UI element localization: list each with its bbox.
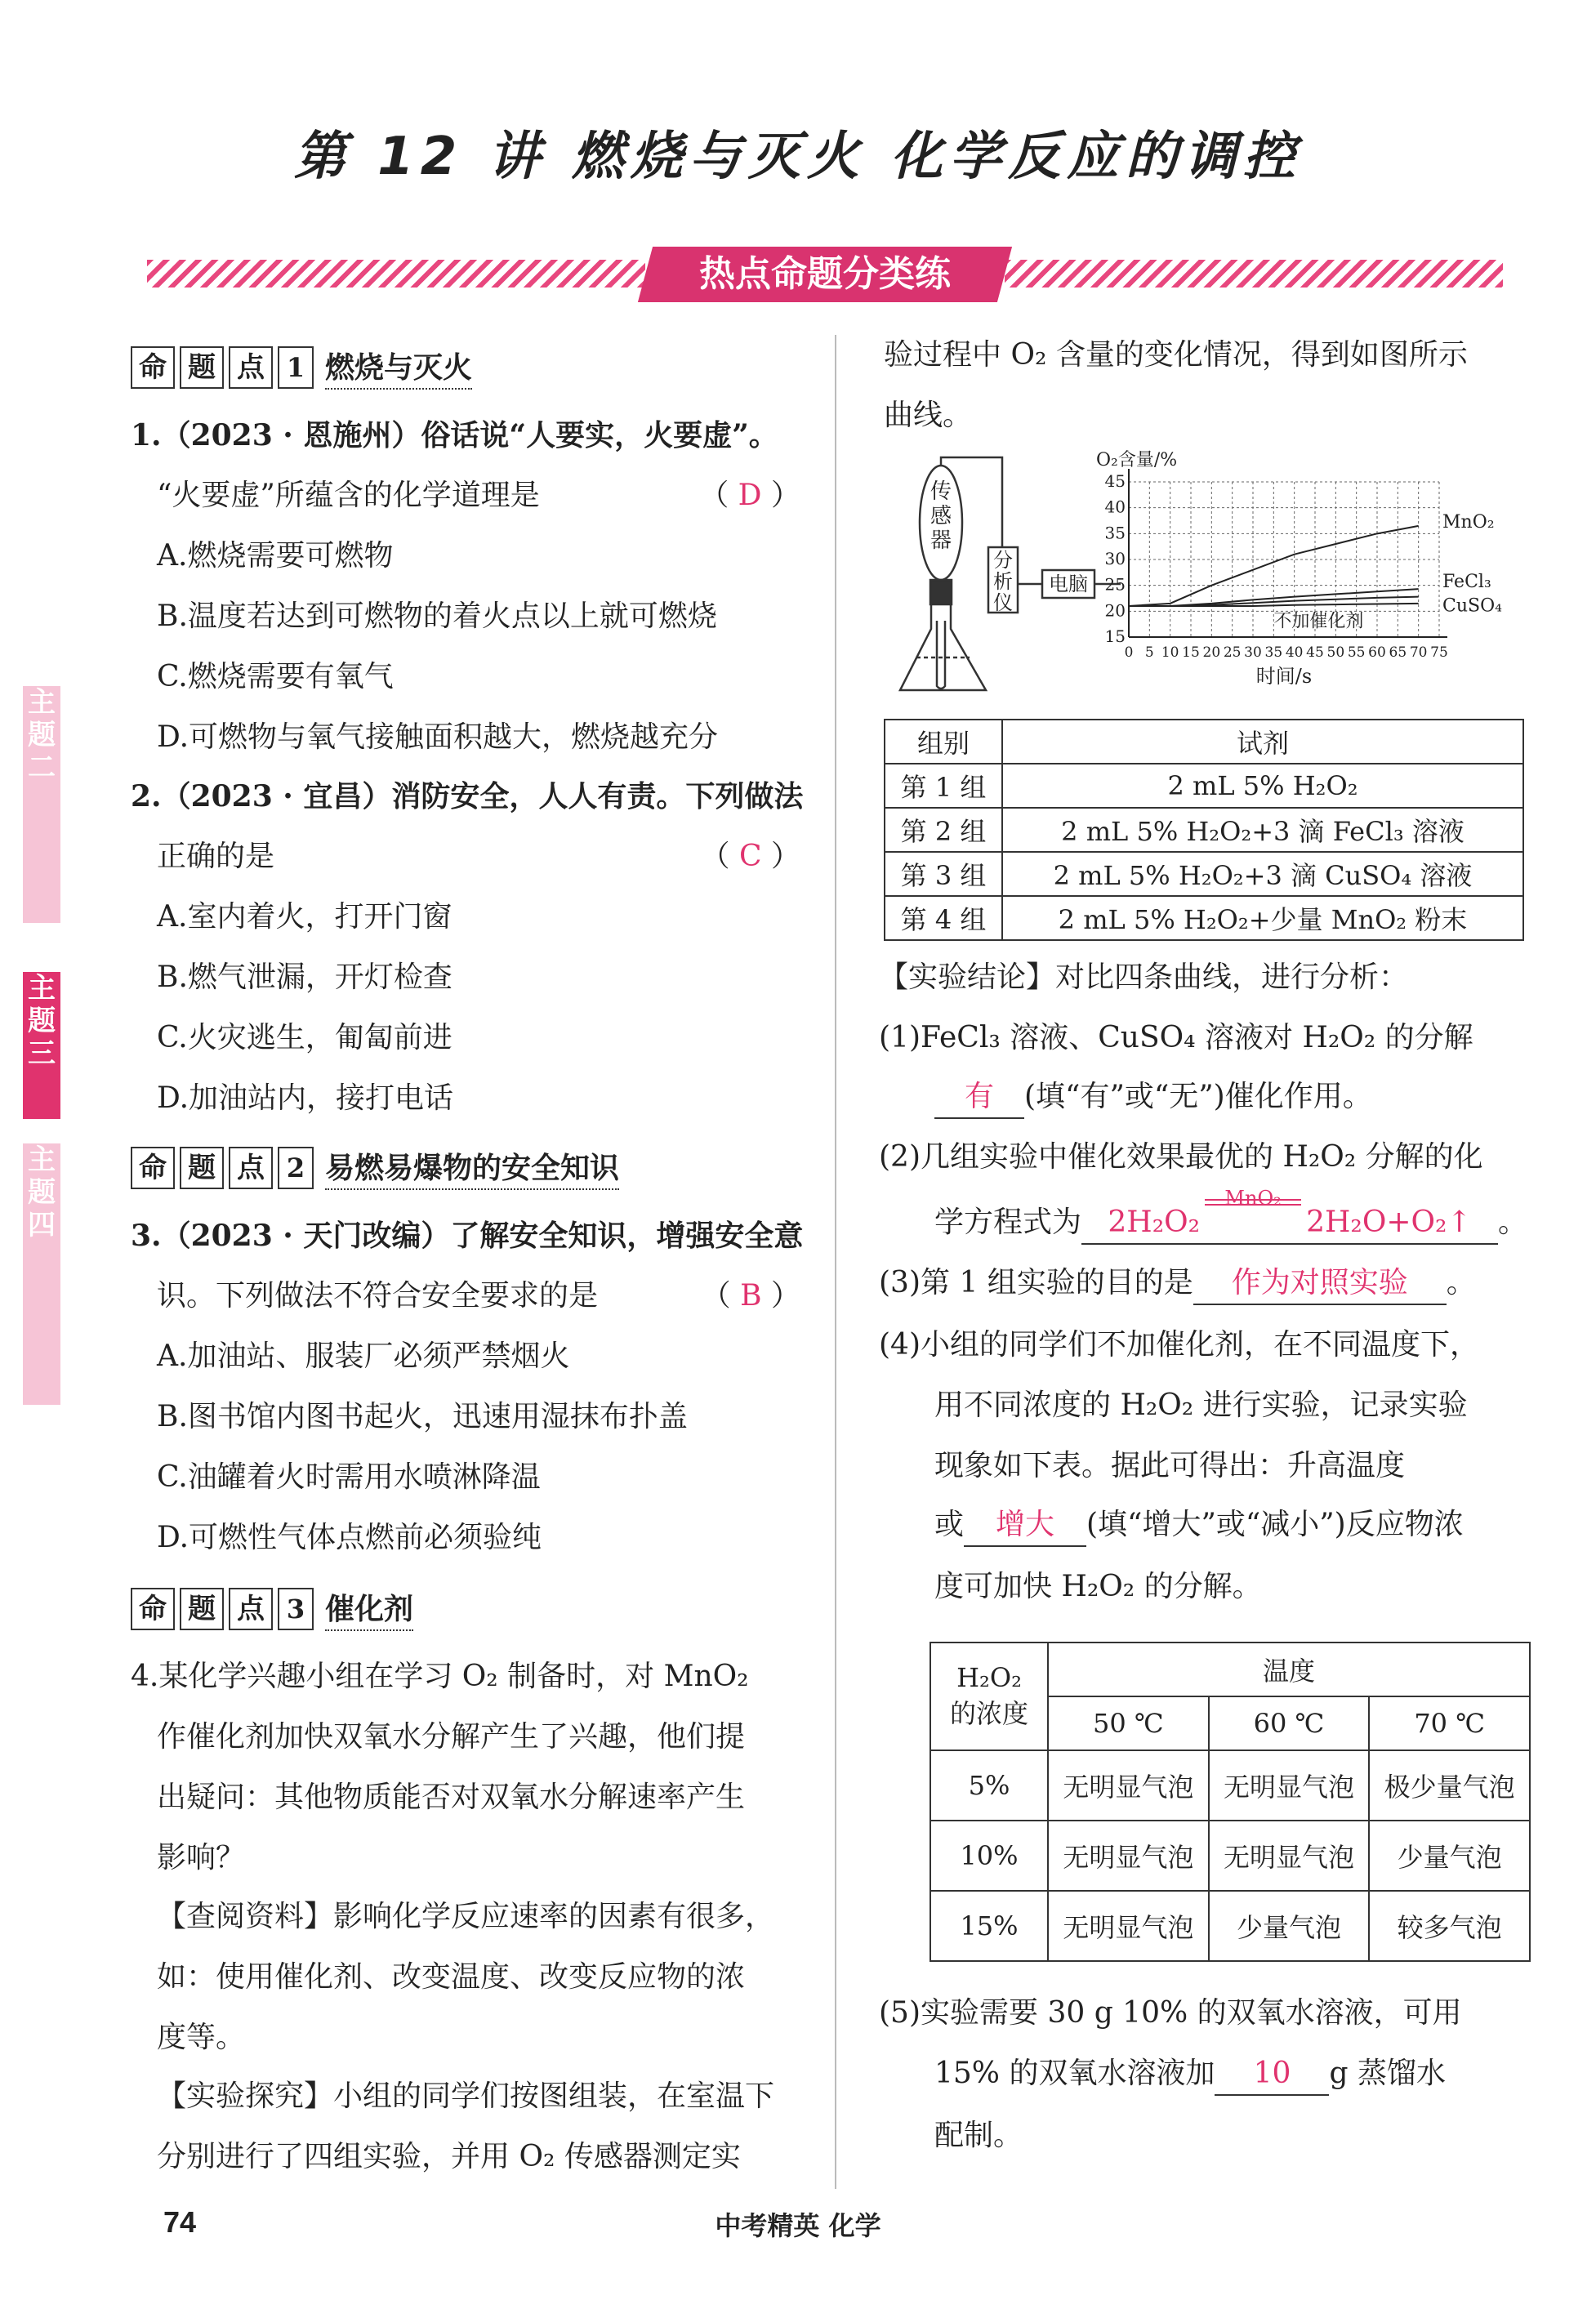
x-tick-label: 5 [1144, 644, 1154, 661]
tag-char: 点 [229, 1147, 273, 1189]
table-cell: 无明显气泡 [1209, 1821, 1370, 1891]
topic-tag-2 [131, 1145, 619, 1190]
equation-arrow: MnO₂ [1200, 1202, 1306, 1243]
question-stem: 出疑问：其他物质能否对双氧水分解速率产生 [157, 1781, 746, 1814]
series-label: 不加催化剂 [1273, 611, 1364, 632]
answer: B [740, 1279, 762, 1313]
table-corner: H₂O₂ 的浓度 [930, 1643, 1048, 1750]
table-header: 70 ℃ [1369, 1696, 1530, 1750]
question-stem: 2.（2023 · 宜昌）消防安全，人人有责。下列做法 [131, 779, 804, 813]
table-cell: 少量气泡 [1369, 1821, 1530, 1891]
sub-question-4-answer-line: 或 增大 (填“增大”或“减小”)反应物浓 [879, 1504, 1532, 1547]
explore-text: 分别进行了四组实验，并用 O₂ 传感器测定实 [157, 2140, 741, 2173]
table-header-row [885, 720, 1523, 764]
question-stem: 正确的是 （ C ） [131, 836, 800, 877]
x-tick-label: 0 [1124, 644, 1134, 661]
tag-char: 命 [131, 1147, 175, 1189]
banner-stripe-left [147, 260, 645, 288]
option: C.油罐着火时需用水喷淋降温 [157, 1460, 541, 1494]
book-title: 中考精英 化学 [715, 2210, 881, 2241]
table-cell: 第 2 组 [885, 808, 1002, 852]
topic-tag-3 [131, 1586, 413, 1631]
question-stem: 识。下列做法不符合安全要求的是 （ B ） [131, 1276, 800, 1317]
side-tab-active[interactable]: 主题三 [23, 972, 60, 1119]
table-cell: 第 4 组 [885, 896, 1002, 940]
tag-char: 命 [131, 1588, 175, 1630]
table-cell: 15% [930, 1891, 1048, 1961]
sub-question-2-answer-line: 学方程式为 2H₂O₂ MnO₂ 2H₂O+O₂↑ 。 [879, 1202, 1532, 1245]
table-header: 试剂 [1002, 720, 1523, 764]
side-tab-3[interactable]: 主题四 [23, 1143, 60, 1405]
tag-char: 题 [180, 1588, 224, 1630]
section-banner: 热点命题分类练 [638, 247, 1012, 302]
topic-number: 1 [278, 346, 314, 389]
banner-stripe-right [1005, 260, 1503, 288]
y-tick-label: 35 [1104, 523, 1126, 543]
sub-question-2: (2)几组实验中催化效果最优的 H₂O₂ 分解的化 [879, 1140, 1483, 1174]
table-cell: 极少量气泡 [1369, 1750, 1530, 1821]
option: B.燃气泄漏，开灯检查 [157, 961, 452, 994]
reference-text: 【查阅资料】影响化学反应速率的因素有很多， [157, 1900, 775, 1933]
y-tick-label: 25 [1104, 574, 1126, 595]
table-cell: 无明显气泡 [1048, 1821, 1209, 1891]
answer: C [739, 840, 762, 873]
sub-question-5 [879, 1993, 1532, 2156]
question-stem: 影响？ [157, 1841, 246, 1874]
analyzer-label: 分析仪 [993, 549, 1013, 614]
option: A.加油站、服装厂必须严禁烟火 [157, 1339, 570, 1373]
table-row [930, 1891, 1530, 1961]
x-tick-label: 40 [1285, 644, 1304, 661]
table-header: 组别 [885, 720, 1002, 764]
tag-char: 命 [131, 346, 175, 389]
question-4-continued [884, 335, 1537, 436]
stopper [930, 580, 952, 604]
sub-question-4: 用不同浓度的 H₂O₂ 进行实验，记录实验 [934, 1388, 1468, 1422]
page-number: 74 [163, 2205, 197, 2239]
reference-text: 度等。 [157, 2021, 246, 2054]
reagent-table [884, 719, 1524, 941]
table-cell: 10% [930, 1821, 1048, 1891]
table-row [885, 808, 1523, 852]
side-tab-1[interactable]: 主题二 [23, 686, 60, 923]
y-tick-label: 45 [1104, 471, 1126, 491]
series-label: CuSO₄ [1442, 595, 1502, 617]
sub-question-3: (3)第 1 组实验的目的是 作为对照实验 。 [879, 1263, 1532, 1305]
page-title: 第 12 讲 燃烧与灭火 化学反应的调控 [293, 127, 1303, 187]
question-3 [131, 1215, 804, 1558]
table-cell: 较多气泡 [1369, 1891, 1530, 1961]
table-cell: 第 3 组 [885, 852, 1002, 896]
o2-chart [1096, 450, 1502, 688]
sub-question-1-answer-line: 有 (填“有”或“无”)催化作用。 [879, 1076, 1532, 1119]
option: A.燃烧需要可燃物 [157, 539, 394, 573]
question-1 [131, 415, 800, 758]
answer-blank: 作为对照实验 [1193, 1263, 1447, 1305]
question-stem: 4.某化学兴趣小组在学习 O₂ 制备时，对 MnO₂ [131, 1660, 749, 1693]
tag-char: 题 [180, 346, 224, 389]
option: D.可燃性气体点燃前必须验纯 [157, 1521, 542, 1554]
reference-text: 如：使用催化剂、改变温度、改变反应物的浓 [157, 1960, 746, 1994]
temperature-table [930, 1642, 1531, 1962]
tag-char: 点 [229, 346, 273, 389]
table-row [885, 852, 1523, 896]
question-stem: “火要虚”所蕴含的化学道理是 （ D ） [131, 475, 800, 516]
sub-question-5-line: 配制。 [934, 2119, 1023, 2152]
y-tick-label: 20 [1104, 600, 1126, 621]
series-label: FeCl₃ [1442, 572, 1491, 593]
topic-title: 催化剂 [325, 1586, 413, 1631]
table-cell: 少量气泡 [1209, 1891, 1370, 1961]
topic-tag-1 [131, 345, 472, 390]
table-header: 60 ℃ [1209, 1696, 1370, 1750]
question-stem: 作催化剂加快双氧水分解产生了兴趣，他们提 [157, 1720, 746, 1754]
sub-question-4: 现象如下表。据此可得出：升高温度 [934, 1449, 1406, 1482]
sub-question-1: (1)FeCl₃ 溶液、CuSO₄ 溶液对 H₂O₂ 的分解 [879, 1021, 1473, 1054]
table-cell: 无明显气泡 [1209, 1750, 1370, 1821]
table-cell: 2 mL 5% H₂O₂+3 滴 FeCl₃ 溶液 [1002, 808, 1523, 852]
x-tick-label: 45 [1306, 644, 1324, 661]
equation-blank: 2H₂O₂ MnO₂ 2H₂O+O₂↑ [1081, 1202, 1498, 1245]
answer-bracket: （ D ） [699, 479, 800, 512]
x-tick-label: 65 [1389, 644, 1407, 661]
sub-question-4: (4)小组的同学们不加催化剂，在不同温度下， [879, 1328, 1479, 1362]
x-tick-label: 55 [1347, 644, 1366, 661]
option: B.温度若达到可燃物的着火点以上就可燃烧 [157, 600, 717, 633]
column-divider [835, 335, 836, 2189]
sensor-label: 传感器 [930, 479, 952, 553]
topic-title: 易燃易爆物的安全知识 [325, 1145, 619, 1190]
table-cell: 2 mL 5% H₂O₂+3 滴 CuSO₄ 溶液 [1002, 852, 1523, 896]
conclusion-heading: 【实验结论】对比四条曲线，进行分析： [879, 961, 1409, 994]
table-row [885, 764, 1523, 808]
x-tick-label: 15 [1182, 644, 1200, 661]
table-row [930, 1750, 1530, 1821]
conical-flask [900, 604, 986, 690]
x-tick-label: 20 [1202, 644, 1221, 661]
x-tick-label: 50 [1326, 644, 1345, 661]
x-axis-label: 时间/s [1255, 665, 1313, 688]
answer-blank: 增大 [964, 1504, 1086, 1547]
table-cell: 无明显气泡 [1048, 1750, 1209, 1821]
sub-question-4: 度可加快 H₂O₂ 的分解。 [934, 1570, 1262, 1603]
table-cell: 5% [930, 1750, 1048, 1821]
topic-number: 2 [278, 1147, 314, 1189]
table-header-row [930, 1643, 1530, 1696]
explore-text: 曲线。 [884, 399, 973, 432]
x-tick-label: 10 [1161, 644, 1179, 661]
option: C.火灾逃生，匍匐前进 [157, 1021, 452, 1054]
series-label: MnO₂ [1442, 511, 1495, 533]
question-stem: 1.（2023 · 恩施州）俗话说“人要实，火要虚”。 [131, 418, 778, 452]
option: B.图书馆内图书起火，迅速用湿抹布扑盖 [157, 1400, 688, 1433]
computer-label: 电脑 [1049, 573, 1088, 595]
x-tick-label: 70 [1409, 644, 1428, 661]
x-tick-label: 30 [1244, 644, 1262, 661]
table-cell: 第 1 组 [885, 764, 1002, 808]
answer-bracket: （ C ） [700, 840, 800, 873]
table-cell: 无明显气泡 [1048, 1891, 1209, 1961]
x-tick-label: 60 [1368, 644, 1386, 661]
x-tick-label: 25 [1223, 644, 1242, 661]
x-tick-label: 35 [1264, 644, 1283, 661]
question-2 [131, 776, 804, 1119]
conclusion-section [879, 957, 1532, 1607]
question-4 [131, 1656, 800, 2177]
y-tick-label: 15 [1104, 626, 1126, 646]
table-cell: 2 mL 5% H₂O₂+少量 MnO₂ 粉末 [1002, 896, 1523, 940]
sub-question-5-line: (5)实验需要 30 g 10% 的双氧水溶液，可用 [879, 1996, 1462, 2030]
table-header: 温度 [1048, 1643, 1530, 1696]
topic-number: 3 [278, 1588, 314, 1630]
table-row [930, 1821, 1530, 1891]
question-stem: 3.（2023 · 天门改编）了解安全知识，增强安全意 [131, 1219, 804, 1253]
y-axis-label: O₂含量/% [1096, 450, 1178, 470]
experiment-figure [884, 449, 1537, 702]
topic-title: 燃烧与灭火 [325, 345, 472, 390]
option: A.室内着火，打开门窗 [157, 900, 452, 934]
y-tick-label: 40 [1104, 497, 1126, 517]
answer-blank: 有 [934, 1076, 1024, 1119]
y-tick-label: 30 [1104, 549, 1126, 568]
option: D.可燃物与氧气接触面积越大，燃烧越充分 [157, 720, 719, 754]
table-row [885, 896, 1523, 940]
series-line [1129, 604, 1419, 606]
tag-char: 题 [180, 1147, 224, 1189]
explore-text: 【实验探究】小组的同学们按图组装，在室温下 [157, 2079, 775, 2113]
sub-question-5-answer-line: 15% 的双氧水溶液加 10 g 蒸馏水 [879, 2053, 1532, 2096]
answer-bracket: （ B ） [701, 1279, 800, 1313]
option: C.燃烧需要有氧气 [157, 660, 394, 693]
option: D.加油站内，接打电话 [157, 1081, 454, 1115]
table-cell: 2 mL 5% H₂O₂ [1002, 764, 1523, 808]
answer: D [738, 479, 762, 512]
table-header: 50 ℃ [1048, 1696, 1209, 1750]
tag-char: 点 [229, 1588, 273, 1630]
explore-text: 验过程中 O₂ 含量的变化情况，得到如图所示 [884, 338, 1468, 372]
x-tick-label: 75 [1430, 644, 1448, 661]
answer-blank: 10 [1215, 2053, 1329, 2096]
test-tube [937, 621, 945, 689]
